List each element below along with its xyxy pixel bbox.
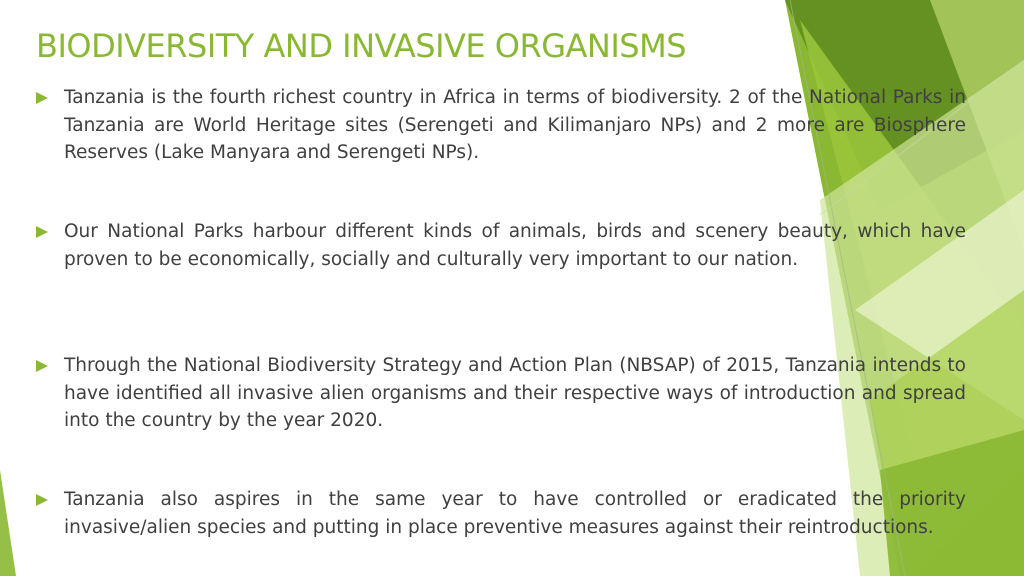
bullet-item	[36, 84, 966, 167]
bullet-item	[36, 352, 966, 435]
bullet-item	[36, 218, 966, 273]
bullet-text: Tanzania is the fourth richest country in Africa in terms of biodiversity. 2 of the National Parks in Tanzania are World Heritage sites (Serengeti and Kilimanjaro NPs) and 2 more are Biosphere Reserves (Lake Manyara and Serengeti NPs).	[64, 87, 966, 163]
triangle-right-icon	[36, 226, 48, 238]
bullet-text: Our National Parks harbour different kinds of animals, birds and scenery beauty, which have proven to be economically, socially and culturally very important to our nation.	[64, 221, 966, 270]
triangle-right-icon	[36, 360, 48, 372]
bullet-text: Through the National Biodiversity Strategy and Action Plan (NBSAP) of 2015, Tanzania intends to have identified all invasive alien organisms and their respective ways of introduction and spread into the country by the year 2020.	[64, 355, 966, 431]
bullet-item	[36, 486, 966, 541]
bullet-text: Tanzania also aspires in the same year to have controlled or eradicated the priority invasive/alien species and putting in place preventive measures against their reintroductions.	[64, 489, 966, 538]
triangle-right-icon	[36, 494, 48, 506]
triangle-right-icon	[36, 92, 48, 104]
slide-title: BIODIVERSITY AND INVASIVE ORGANISMS	[36, 27, 687, 65]
